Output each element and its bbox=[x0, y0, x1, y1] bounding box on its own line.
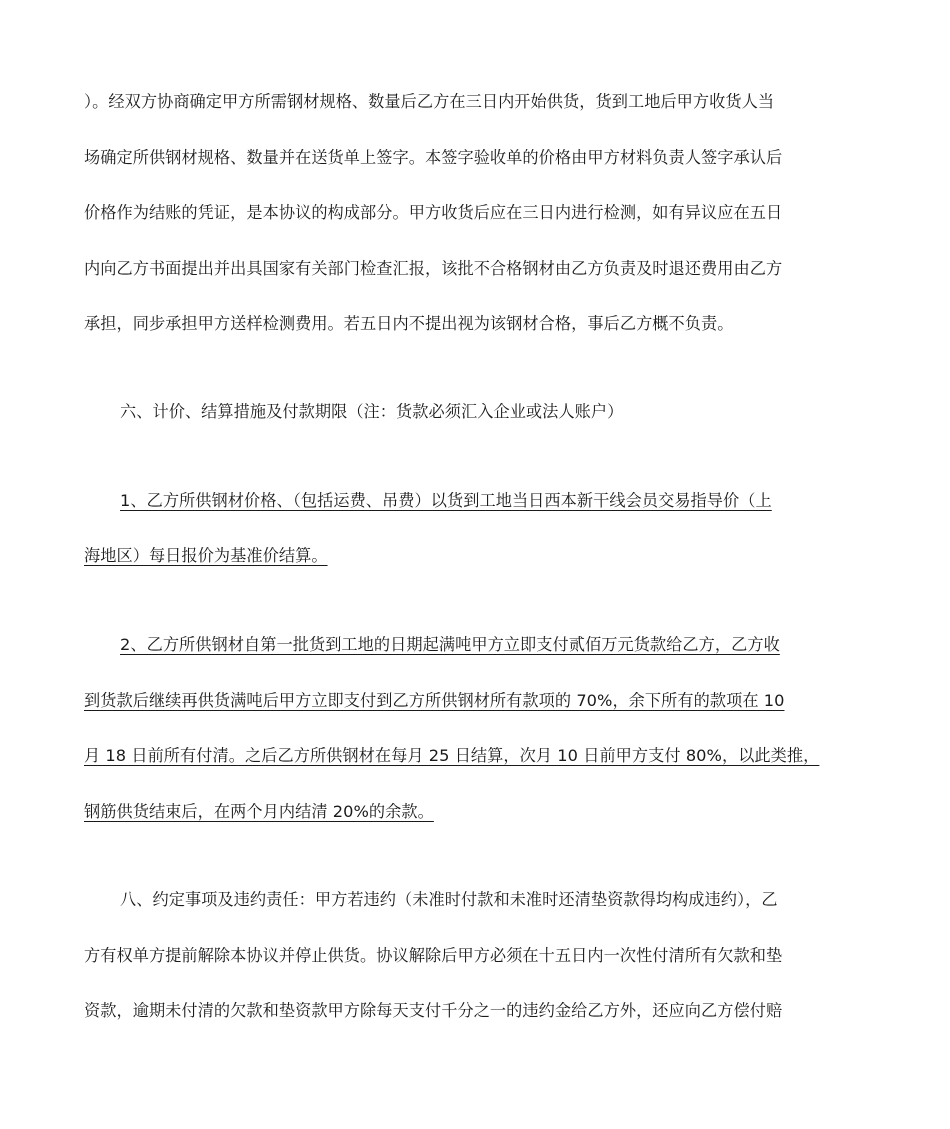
text-line: 承担，同步承担甲方送样检测费用。若五日内不提出视为该钢材合格，事后乙方概不负责。 bbox=[84, 314, 734, 333]
text-line: 海地区）每日报价为基准价结算。 bbox=[84, 546, 328, 565]
text-line: 场确定所供钢材规格、数量并在送货单上签字。本签字验收单的价格由甲方材料负责人签字承认后 bbox=[84, 148, 783, 167]
text-line: 内向乙方书面提出并出具国家有关部门检查汇报，该批不合格钢材由乙方负责及时退还费用由乙方 bbox=[84, 259, 783, 278]
text-line: ）。经双方协商确定甲方所需钢材规格、数量后乙方在三日内开始供货，货到工地后甲方收货人当 bbox=[84, 92, 775, 111]
text-line: 1、乙方所供钢材价格、（包括运费、吊费）以货到工地当日西本新干线会员交易指导价（上 bbox=[120, 491, 772, 510]
section-six-heading: 六、计价、结算措施及付款期限（注：货款必须汇入企业或法人账户） bbox=[120, 402, 624, 421]
text-line: 钢筋供货结束后，在两个月内结清 20%的余款。 bbox=[84, 802, 434, 821]
text-line: 方有权单方提前解除本协议并停止供货。协议解除后甲方必须在十五日内一次性付清所有欠款和垫 bbox=[84, 946, 783, 965]
text-line: 月 18 日前所有付清。之后乙方所供钢材在每月 25 日结算，次月 10 日前甲方支付 80%，以此类推， bbox=[84, 746, 820, 765]
text-line: 资款，逾期未付清的欠款和垫资款甲方除每天支付千分之一的违约金给乙方外，还应向乙方偿付赔 bbox=[84, 1001, 783, 1020]
text-line: 2、乙方所供钢材自第一批货到工地的日期起满吨甲方立即支付贰佰万元货款给乙方，乙方收 bbox=[120, 635, 780, 654]
text-line: 八、约定事项及违约责任：甲方若违约（未准时付款和未准时还清垫资款得均构成违约），乙 bbox=[120, 890, 778, 909]
text-line: 到货款后继续再供货满吨后甲方立即支付到乙方所供钢材所有款项的 70%，余下所有的款项在 10 bbox=[84, 691, 785, 710]
text-line: 价格作为结账的凭证，是本协议的构成部分。甲方收货后应在三日内进行检测，如有异议应在五日 bbox=[84, 203, 783, 222]
